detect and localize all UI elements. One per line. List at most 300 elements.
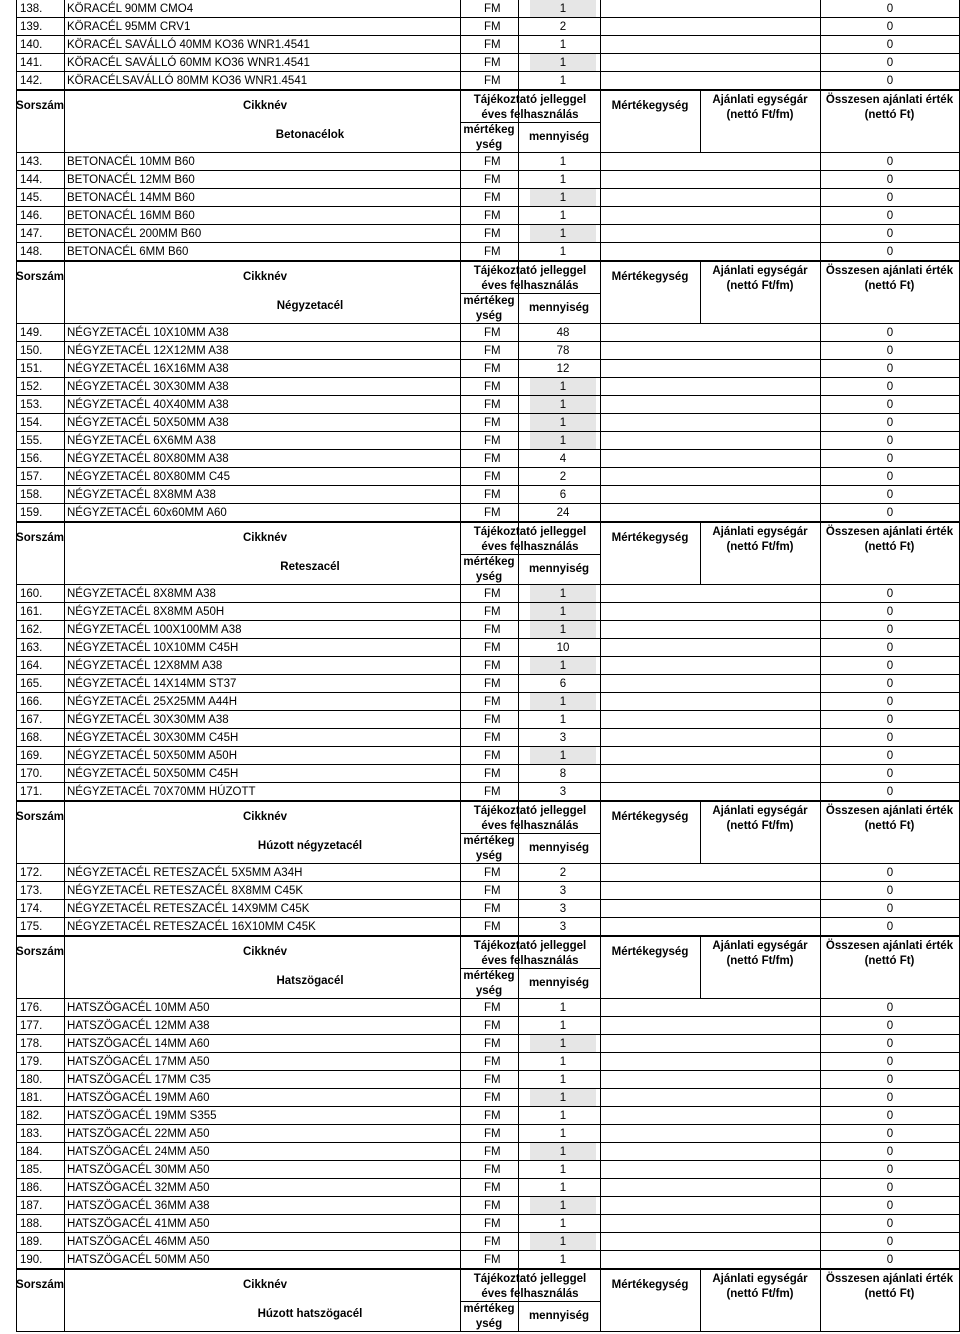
table-row [0, 621, 960, 639]
column-divider [460, 396, 461, 414]
header-mertekegyseg: Mértékegység [611, 946, 689, 958]
column-divider [64, 360, 65, 378]
header-ajanlati-1: Ajánlati egységár [712, 526, 808, 538]
column-divider [16, 783, 17, 801]
table-row [0, 1107, 960, 1125]
item-unit: FM [484, 210, 501, 222]
column-divider [460, 783, 461, 801]
table-row [0, 189, 960, 207]
column-divider [518, 378, 519, 396]
header-yseg: ység [475, 850, 503, 862]
item-unit: FM [484, 228, 501, 240]
table-row [0, 711, 960, 729]
column-divider [600, 1143, 601, 1161]
column-divider [16, 1215, 17, 1233]
item-total: 0 [886, 921, 894, 933]
group-title: Betonacélok [275, 129, 345, 141]
item-quantity: 1 [559, 1002, 567, 1014]
item-name: HATSZÖGACÉL 22MM A50 [67, 1128, 210, 1140]
column-divider [64, 864, 65, 882]
column-divider [16, 585, 17, 603]
header-mertekegyseg: Mértékegység [611, 532, 689, 544]
table-row [0, 432, 960, 450]
column-divider [460, 207, 461, 225]
column-divider [820, 603, 821, 621]
column-divider [518, 1179, 519, 1197]
item-quantity: 2 [559, 471, 567, 483]
table-row [0, 1125, 960, 1143]
item-name: HATSZÖGACÉL 24MM A50 [67, 1146, 210, 1158]
column-divider [16, 414, 17, 432]
table-row [0, 0, 960, 18]
column-divider [518, 1197, 519, 1215]
column-divider [820, 729, 821, 747]
column-divider [600, 324, 601, 342]
row-number: 154. [20, 417, 43, 429]
column-divider [460, 675, 461, 693]
item-name: BETONACÉL 6MM B60 [67, 246, 189, 258]
item-name: KÖRACÉL 90MM CMO4 [67, 3, 194, 15]
header-osszesen-1: Összesen ajánlati érték [825, 805, 954, 817]
table-row [0, 657, 960, 675]
item-total: 0 [886, 489, 894, 501]
item-name: NÉGYZETACÉL 60x60MM A60 [67, 507, 227, 519]
row-number: 156. [20, 453, 43, 465]
column-divider [820, 189, 821, 207]
column-divider [820, 324, 821, 342]
row-number: 142. [20, 75, 43, 87]
column-divider [16, 18, 17, 36]
row-number: 168. [20, 732, 43, 744]
item-total: 0 [886, 1146, 894, 1158]
item-name: HATSZÖGACÉL 17MM C35 [67, 1074, 211, 1086]
column-header [0, 522, 960, 585]
item-total: 0 [886, 1074, 894, 1086]
row-number: 153. [20, 399, 43, 411]
column-divider [820, 18, 821, 36]
column-divider [820, 36, 821, 54]
column-divider [16, 1107, 17, 1125]
column-divider [460, 0, 461, 18]
column-divider [600, 225, 601, 243]
table-row [0, 882, 960, 900]
item-unit: FM [484, 750, 501, 762]
header-mennyiseg: mennyiség [528, 131, 590, 143]
column-divider [460, 999, 461, 1017]
column-divider [16, 504, 17, 522]
item-unit: FM [484, 3, 501, 15]
column-divider [460, 378, 461, 396]
item-total: 0 [886, 156, 894, 168]
column-divider [600, 1035, 601, 1053]
column-divider [820, 747, 821, 765]
header-mertekegyseg: Mértékegység [611, 100, 689, 112]
header-osszesen-2: (nettó Ft) [864, 955, 915, 967]
item-total: 0 [886, 246, 894, 258]
item-quantity: 1 [559, 714, 567, 726]
column-divider [460, 243, 461, 261]
row-number: 144. [20, 174, 43, 186]
column-divider [600, 486, 601, 504]
item-name: HATSZÖGACÉL 12MM A38 [67, 1020, 210, 1032]
group-title: Húzott négyzetacél [257, 840, 363, 852]
item-total: 0 [886, 786, 894, 798]
item-unit: FM [484, 1092, 501, 1104]
column-divider [460, 603, 461, 621]
column-divider [820, 1161, 821, 1179]
header-osszesen-2: (nettó Ft) [864, 280, 915, 292]
item-quantity: 6 [559, 678, 567, 690]
item-total: 0 [886, 1092, 894, 1104]
column-divider [64, 207, 65, 225]
item-unit: FM [484, 1002, 501, 1014]
column-divider [600, 711, 601, 729]
column-divider [460, 54, 461, 72]
item-unit: FM [484, 57, 501, 69]
header-yseg: ység [475, 139, 503, 151]
item-unit: FM [484, 1074, 501, 1086]
column-divider [518, 693, 519, 711]
column-divider [820, 693, 821, 711]
group-title: Négyzetacél [276, 300, 344, 312]
row-number: 190. [20, 1254, 43, 1266]
column-divider [820, 207, 821, 225]
column-divider [600, 1017, 601, 1035]
column-divider [64, 414, 65, 432]
column-divider [600, 639, 601, 657]
header-osszesen-2: (nettó Ft) [864, 1288, 915, 1300]
item-name: NÉGYZETACÉL 40X40MM A38 [67, 399, 229, 411]
column-divider [820, 621, 821, 639]
column-divider [64, 882, 65, 900]
column-divider [64, 189, 65, 207]
item-total: 0 [886, 417, 894, 429]
item-quantity: 1 [530, 189, 596, 207]
item-unit: FM [484, 327, 501, 339]
item-total: 0 [886, 750, 894, 762]
column-divider [518, 1143, 519, 1161]
item-unit: FM [484, 39, 501, 51]
item-quantity: 1 [530, 585, 596, 603]
column-divider [64, 1017, 65, 1035]
row-number: 151. [20, 363, 43, 375]
column-divider [820, 783, 821, 801]
item-quantity: 48 [556, 327, 570, 339]
item-total: 0 [886, 21, 894, 33]
item-unit: FM [484, 1110, 501, 1122]
column-divider [460, 918, 461, 936]
row-number: 166. [20, 696, 43, 708]
item-quantity: 3 [559, 885, 567, 897]
column-divider [600, 621, 601, 639]
column-divider [820, 378, 821, 396]
row-number: 146. [20, 210, 43, 222]
column-divider [820, 1125, 821, 1143]
column-divider [16, 729, 17, 747]
column-divider [518, 882, 519, 900]
item-name: NÉGYZETACÉL 80X80MM C45 [67, 471, 230, 483]
item-name: NÉGYZETACÉL RETESZACÉL 14X9MM C45K [67, 903, 310, 915]
column-divider [16, 603, 17, 621]
column-header [0, 801, 960, 864]
header-yseg: ység [475, 310, 503, 322]
column-divider [600, 36, 601, 54]
row-number: 187. [20, 1200, 43, 1212]
column-divider [16, 189, 17, 207]
header-osszesen-1: Összesen ajánlati érték [825, 940, 954, 952]
header-osszesen-1: Összesen ajánlati érték [825, 94, 954, 106]
item-unit: FM [484, 75, 501, 87]
column-divider [600, 864, 601, 882]
column-divider [518, 765, 519, 783]
header-mertekeg: mértékeg [463, 970, 515, 982]
column-divider [820, 1197, 821, 1215]
header-ajanlati-1: Ajánlati egységár [712, 94, 808, 106]
column-divider [64, 1179, 65, 1197]
column-divider [16, 1143, 17, 1161]
header-sorszam: Sorszám [16, 271, 64, 283]
column-divider [16, 675, 17, 693]
item-quantity: 1 [559, 174, 567, 186]
item-unit: FM [484, 453, 501, 465]
item-unit: FM [484, 174, 501, 186]
column-divider [518, 450, 519, 468]
header-ajanlati-2: (nettó Ft/fm) [726, 541, 794, 553]
item-name: HATSZÖGACÉL 17MM A50 [67, 1056, 210, 1068]
row-number: 171. [20, 786, 43, 798]
item-name: NÉGYZETACÉL 10X10MM C45H [67, 642, 239, 654]
column-divider [460, 1017, 461, 1035]
column-divider [518, 900, 519, 918]
row-number: 157. [20, 471, 43, 483]
column-divider [600, 1215, 601, 1233]
item-total: 0 [886, 732, 894, 744]
column-divider [820, 900, 821, 918]
row-number: 140. [20, 39, 43, 51]
column-divider [16, 342, 17, 360]
item-unit: FM [484, 1056, 501, 1068]
row-number: 165. [20, 678, 43, 690]
column-divider [64, 450, 65, 468]
table-row [0, 1089, 960, 1107]
column-divider [16, 54, 17, 72]
item-quantity: 1 [530, 54, 596, 72]
row-number: 167. [20, 714, 43, 726]
column-header [0, 90, 960, 153]
item-total: 0 [886, 624, 894, 636]
column-divider [600, 1197, 601, 1215]
row-number: 162. [20, 624, 43, 636]
row-number: 160. [20, 588, 43, 600]
column-divider [460, 1197, 461, 1215]
header-tajekoztato: Tájékoztató jelleggel [473, 940, 587, 952]
item-total: 0 [886, 1110, 894, 1122]
column-divider [64, 396, 65, 414]
item-total: 0 [886, 345, 894, 357]
group-title: Húzott hatszögacél [257, 1308, 363, 1320]
column-divider [600, 396, 601, 414]
column-divider [64, 468, 65, 486]
column-divider [518, 342, 519, 360]
item-unit: FM [484, 1146, 501, 1158]
table-row [0, 1053, 960, 1071]
column-divider [460, 153, 461, 171]
column-divider [460, 657, 461, 675]
item-total: 0 [886, 1164, 894, 1176]
table-row [0, 729, 960, 747]
column-divider [16, 360, 17, 378]
item-name: NÉGYZETACÉL 30X30MM A38 [67, 714, 229, 726]
row-number: 189. [20, 1236, 43, 1248]
column-divider [518, 585, 519, 603]
item-total: 0 [886, 1038, 894, 1050]
column-divider [600, 432, 601, 450]
row-number: 143. [20, 156, 43, 168]
column-divider [64, 54, 65, 72]
row-number: 170. [20, 768, 43, 780]
table-row [0, 639, 960, 657]
header-ajanlati-2: (nettó Ft/fm) [726, 820, 794, 832]
column-divider [518, 225, 519, 243]
column-divider [820, 1215, 821, 1233]
item-total: 0 [886, 1200, 894, 1212]
item-unit: FM [484, 1020, 501, 1032]
column-divider [460, 225, 461, 243]
item-quantity: 24 [556, 507, 570, 519]
column-divider [600, 1053, 601, 1071]
column-divider [600, 882, 601, 900]
table-row [0, 747, 960, 765]
column-divider [460, 432, 461, 450]
column-divider [820, 639, 821, 657]
item-unit: FM [484, 1236, 501, 1248]
item-unit: FM [484, 624, 501, 636]
column-divider [64, 243, 65, 261]
item-total: 0 [886, 435, 894, 447]
column-divider [16, 639, 17, 657]
column-divider [600, 504, 601, 522]
column-divider [64, 1233, 65, 1251]
header-mertekeg: mértékeg [463, 835, 515, 847]
item-name: KÖRACÉL 95MM CRV1 [67, 21, 191, 33]
column-divider [460, 729, 461, 747]
column-divider [518, 207, 519, 225]
column-divider [518, 999, 519, 1017]
item-unit: FM [484, 1182, 501, 1194]
column-divider [64, 324, 65, 342]
column-divider [518, 1125, 519, 1143]
table-row [0, 342, 960, 360]
column-divider [518, 675, 519, 693]
column-divider [64, 900, 65, 918]
item-unit: FM [484, 507, 501, 519]
row-number: 182. [20, 1110, 43, 1122]
column-divider [600, 999, 601, 1017]
item-name: NÉGYZETACÉL 12X8MM A38 [67, 660, 223, 672]
column-divider [64, 783, 65, 801]
item-total: 0 [886, 210, 894, 222]
item-name: NÉGYZETACÉL RETESZACÉL 16X10MM C45K [67, 921, 316, 933]
table-row [0, 171, 960, 189]
item-unit: FM [484, 192, 501, 204]
group-title: Hatszögacél [276, 975, 344, 987]
item-total: 0 [886, 1254, 894, 1266]
column-divider [518, 0, 519, 18]
column-divider [16, 72, 17, 90]
column-divider [820, 360, 821, 378]
item-unit: FM [484, 660, 501, 672]
item-name: NÉGYZETACÉL 16X16MM A38 [67, 363, 229, 375]
row-number: 150. [20, 345, 43, 357]
column-divider [460, 1143, 461, 1161]
column-divider [518, 54, 519, 72]
table-row [0, 360, 960, 378]
item-total: 0 [886, 507, 894, 519]
column-divider [600, 900, 601, 918]
row-divider [16, 936, 960, 937]
column-divider [600, 171, 601, 189]
row-number: 152. [20, 381, 43, 393]
column-divider [16, 243, 17, 261]
column-divider [518, 621, 519, 639]
column-divider [16, 747, 17, 765]
item-name: NÉGYZETACÉL 10X10MM A38 [67, 327, 229, 339]
item-unit: FM [484, 1254, 501, 1266]
item-total: 0 [886, 1218, 894, 1230]
item-unit: FM [484, 471, 501, 483]
header-osszesen-1: Összesen ajánlati érték [825, 526, 954, 538]
column-divider [16, 1251, 17, 1269]
column-divider [460, 1035, 461, 1053]
item-quantity: 1 [530, 378, 596, 396]
item-name: HATSZÖGACÉL 10MM A50 [67, 1002, 210, 1014]
column-divider [600, 342, 601, 360]
column-divider [64, 1197, 65, 1215]
header-ajanlati-1: Ajánlati egységár [712, 1273, 808, 1285]
item-name: NÉGYZETACÉL 25X25MM A44H [67, 696, 238, 708]
column-divider [64, 729, 65, 747]
column-divider [460, 1107, 461, 1125]
column-divider [820, 396, 821, 414]
header-sorszam: Sorszám [16, 946, 64, 958]
column-divider [820, 342, 821, 360]
item-unit: FM [484, 1218, 501, 1230]
header-yseg: ység [475, 985, 503, 997]
header-mertekegyseg: Mértékegység [611, 1279, 689, 1291]
column-divider [820, 918, 821, 936]
column-divider [460, 171, 461, 189]
column-divider [600, 0, 601, 18]
item-name: NÉGYZETACÉL 8X8MM A50H [67, 606, 225, 618]
column-divider [518, 468, 519, 486]
column-divider [600, 243, 601, 261]
header-osszesen-2: (nettó Ft) [864, 820, 915, 832]
header-osszesen-2: (nettó Ft) [864, 109, 915, 121]
table-row [0, 585, 960, 603]
item-quantity: 1 [559, 1218, 567, 1230]
column-divider [16, 36, 17, 54]
column-divider [460, 711, 461, 729]
column-divider [600, 783, 601, 801]
header-mertekeg: mértékeg [463, 295, 515, 307]
column-divider [64, 1035, 65, 1053]
item-quantity: 1 [530, 1089, 596, 1107]
table-row [0, 1017, 960, 1035]
item-total: 0 [886, 678, 894, 690]
column-divider [64, 432, 65, 450]
item-name: HATSZÖGACÉL 46MM A50 [67, 1236, 210, 1248]
item-name: NÉGYZETACÉL 30X30MM A38 [67, 381, 229, 393]
